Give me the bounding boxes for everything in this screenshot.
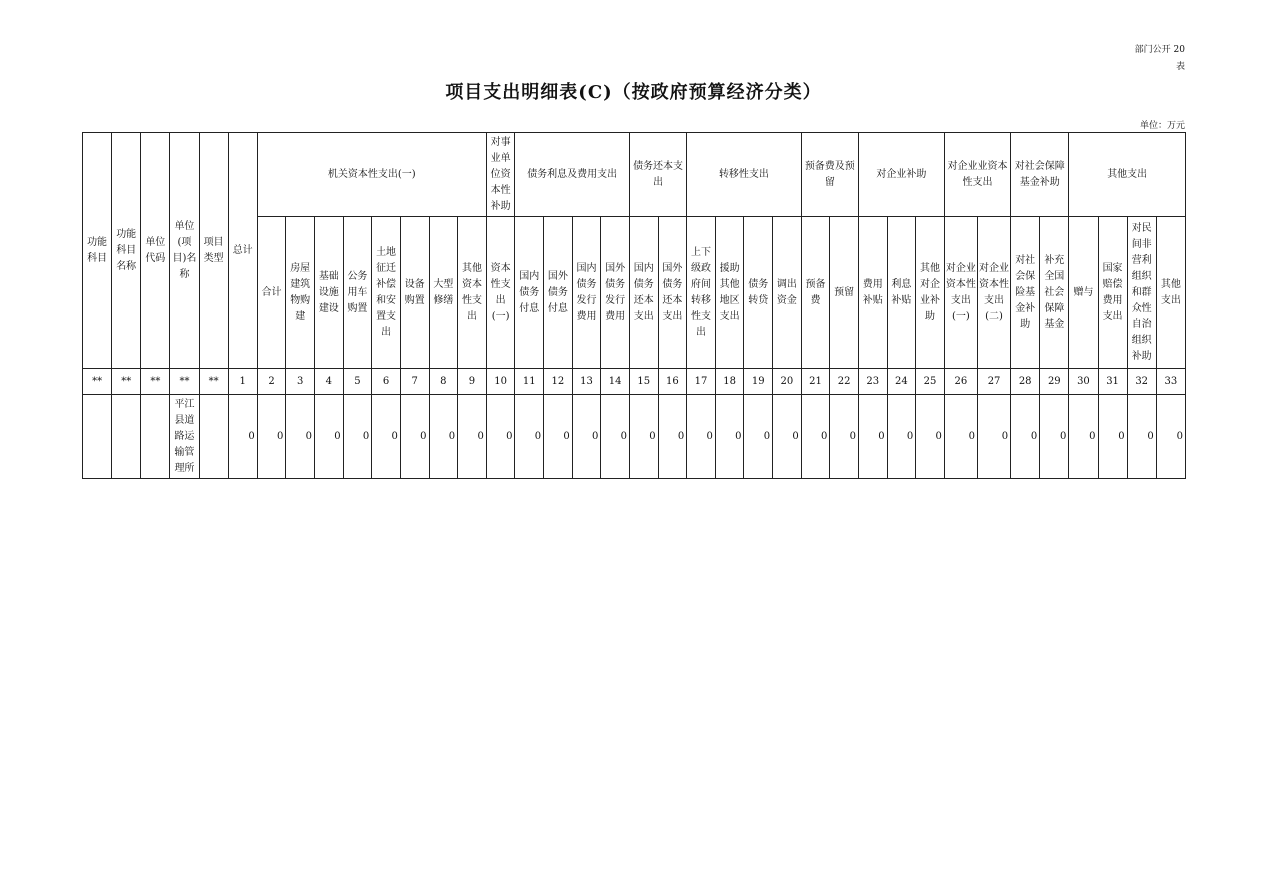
header-unit-name: 单位(项目)名称 [170, 133, 199, 369]
index-cell: 22 [830, 369, 859, 395]
header-total: 总计 [228, 133, 257, 369]
table-cell: 0 [572, 395, 601, 479]
table-cell: 0 [1011, 395, 1040, 479]
sub-header: 国外债务还本支出 [658, 217, 687, 369]
index-cell: 32 [1127, 369, 1156, 395]
group-header: 其他支出 [1069, 133, 1186, 217]
sub-header: 国外债务付息 [544, 217, 573, 369]
group-header: 对企业业资本性支出 [944, 133, 1010, 217]
sub-header: 其他对企业补助 [916, 217, 945, 369]
index-cell: 8 [429, 369, 458, 395]
index-cell: ** [199, 369, 228, 395]
sub-header: 预备费 [801, 217, 830, 369]
sub-header: 对企业资本性支出(一) [944, 217, 977, 369]
table-cell: 0 [687, 395, 716, 479]
index-cell: 4 [315, 369, 344, 395]
index-cell: 17 [687, 369, 716, 395]
index-cell: 9 [458, 369, 487, 395]
table-cell: 0 [343, 395, 372, 479]
index-cell: 27 [977, 369, 1010, 395]
header-unit-code: 单位代码 [141, 133, 170, 369]
table-cell [199, 395, 228, 479]
index-cell: 1 [228, 369, 257, 395]
table-cell: 0 [400, 395, 429, 479]
index-cell: 13 [572, 369, 601, 395]
index-cell: 26 [944, 369, 977, 395]
sub-header: 公务用车购置 [343, 217, 372, 369]
sub-header: 援助其他地区支出 [715, 217, 744, 369]
index-cell: 21 [801, 369, 830, 395]
index-cell: 28 [1011, 369, 1040, 395]
unit-label: 单位：万元 [1139, 121, 1185, 131]
index-cell: ** [170, 369, 199, 395]
table-cell: 0 [801, 395, 830, 479]
table-cell: 0 [315, 395, 344, 479]
table-cell: 0 [372, 395, 401, 479]
index-cell: 23 [858, 369, 887, 395]
index-cell: 3 [286, 369, 315, 395]
sub-header: 国内债务发行费用 [572, 217, 601, 369]
index-cell: 24 [887, 369, 916, 395]
index-cell: 29 [1040, 369, 1069, 395]
header-function-name: 功能科目名称 [112, 133, 141, 369]
table-cell: 0 [887, 395, 916, 479]
table-cell: 0 [1127, 395, 1156, 479]
index-cell: 25 [916, 369, 945, 395]
table-cell: 0 [515, 395, 544, 479]
sub-header: 合计 [257, 217, 286, 369]
index-cell: 12 [544, 369, 573, 395]
table-body [83, 133, 1186, 479]
sub-header: 赠与 [1069, 217, 1098, 369]
index-cell: ** [141, 369, 170, 395]
table-cell: 0 [773, 395, 802, 479]
table-cell: 0 [916, 395, 945, 479]
table-cell: 0 [257, 395, 286, 479]
index-row [83, 369, 1186, 395]
sub-header: 国内债务付息 [515, 217, 544, 369]
corner-line-1: 部门公开 20 [1134, 45, 1185, 55]
table-cell: 0 [1156, 395, 1185, 479]
index-cell: ** [112, 369, 141, 395]
corner-line-2: 表 [1175, 62, 1185, 72]
table-cell [141, 395, 170, 479]
sub-header: 对社会保险基金补助 [1011, 217, 1040, 369]
sub-header: 预留 [830, 217, 859, 369]
group-header-row [83, 133, 1186, 217]
sub-header: 基础设施建设 [315, 217, 344, 369]
table-cell [83, 395, 112, 479]
unit-name-cell: 平江县道路运输管理所 [170, 395, 199, 479]
table-cell: 0 [1098, 395, 1127, 479]
corner-label [1135, 42, 1185, 76]
table-cell: 0 [486, 395, 515, 479]
table-cell: 0 [744, 395, 773, 479]
index-cell: 7 [400, 369, 429, 395]
index-cell: 10 [486, 369, 515, 395]
sub-header: 补充全国社会保障基金 [1040, 217, 1069, 369]
sub-header: 土地征迁补偿和安置支出 [372, 217, 401, 369]
sub-header: 上下级政府间转移性支出 [687, 217, 716, 369]
sub-header: 其他支出 [1156, 217, 1185, 369]
table-cell: 0 [286, 395, 315, 479]
sub-header: 其他资本性支出 [458, 217, 487, 369]
sub-header: 设备购置 [400, 217, 429, 369]
sub-header: 大型修缮 [429, 217, 458, 369]
sub-header: 费用补贴 [858, 217, 887, 369]
group-header: 对企业补助 [858, 133, 944, 217]
table-cell [112, 395, 141, 479]
table-cell: 0 [429, 395, 458, 479]
index-cell: 15 [629, 369, 658, 395]
sub-header: 对企业资本性支出(二) [977, 217, 1010, 369]
index-cell: 33 [1156, 369, 1185, 395]
sub-header: 利息补贴 [887, 217, 916, 369]
group-header: 对社会保障基金补助 [1011, 133, 1069, 217]
table-cell: 0 [1040, 395, 1069, 479]
index-cell: 11 [515, 369, 544, 395]
index-cell: 19 [744, 369, 773, 395]
sub-header: 国内债务还本支出 [629, 217, 658, 369]
sub-header: 国外债务发行费用 [601, 217, 630, 369]
group-header: 机关资本性支出(一) [257, 133, 486, 217]
table-cell: 0 [458, 395, 487, 479]
index-cell: 30 [1069, 369, 1098, 395]
index-cell: ** [83, 369, 112, 395]
index-cell: 6 [372, 369, 401, 395]
group-header: 预备费及预留 [801, 133, 858, 217]
table-cell: 0 [830, 395, 859, 479]
index-cell: 2 [257, 369, 286, 395]
table-cell: 0 [715, 395, 744, 479]
table-cell: 0 [858, 395, 887, 479]
page-title: 项目支出明细表(C)（按政府预算经济分类） [445, 82, 822, 103]
index-cell: 18 [715, 369, 744, 395]
sub-header: 资本性支出(一) [486, 217, 515, 369]
group-header: 对事业单位资本性补助 [486, 133, 515, 217]
header-function-code: 功能科目 [83, 133, 112, 369]
table-row [83, 395, 1186, 479]
group-header: 债务还本支出 [629, 133, 686, 217]
sub-header: 房屋建筑物购建 [286, 217, 315, 369]
table-cell: 0 [944, 395, 977, 479]
index-cell: 31 [1098, 369, 1127, 395]
table-cell: 0 [1069, 395, 1098, 479]
table-cell: 0 [977, 395, 1010, 479]
header-project-type: 项目类型 [199, 133, 228, 369]
group-header: 转移性支出 [687, 133, 802, 217]
sub-header: 对民间非营利组织和群众性自治组织补助 [1127, 217, 1156, 369]
table-cell: 0 [544, 395, 573, 479]
table-cell: 0 [629, 395, 658, 479]
table-cell: 0 [228, 395, 257, 479]
table-cell: 0 [658, 395, 687, 479]
group-header: 债务利息及费用支出 [515, 133, 630, 217]
index-cell: 5 [343, 369, 372, 395]
sub-header: 债务转贷 [744, 217, 773, 369]
index-cell: 20 [773, 369, 802, 395]
expenditure-table [82, 132, 1186, 479]
table-cell: 0 [601, 395, 630, 479]
sub-header: 国家赔偿费用支出 [1098, 217, 1127, 369]
sub-header: 调出资金 [773, 217, 802, 369]
index-cell: 14 [601, 369, 630, 395]
index-cell: 16 [658, 369, 687, 395]
